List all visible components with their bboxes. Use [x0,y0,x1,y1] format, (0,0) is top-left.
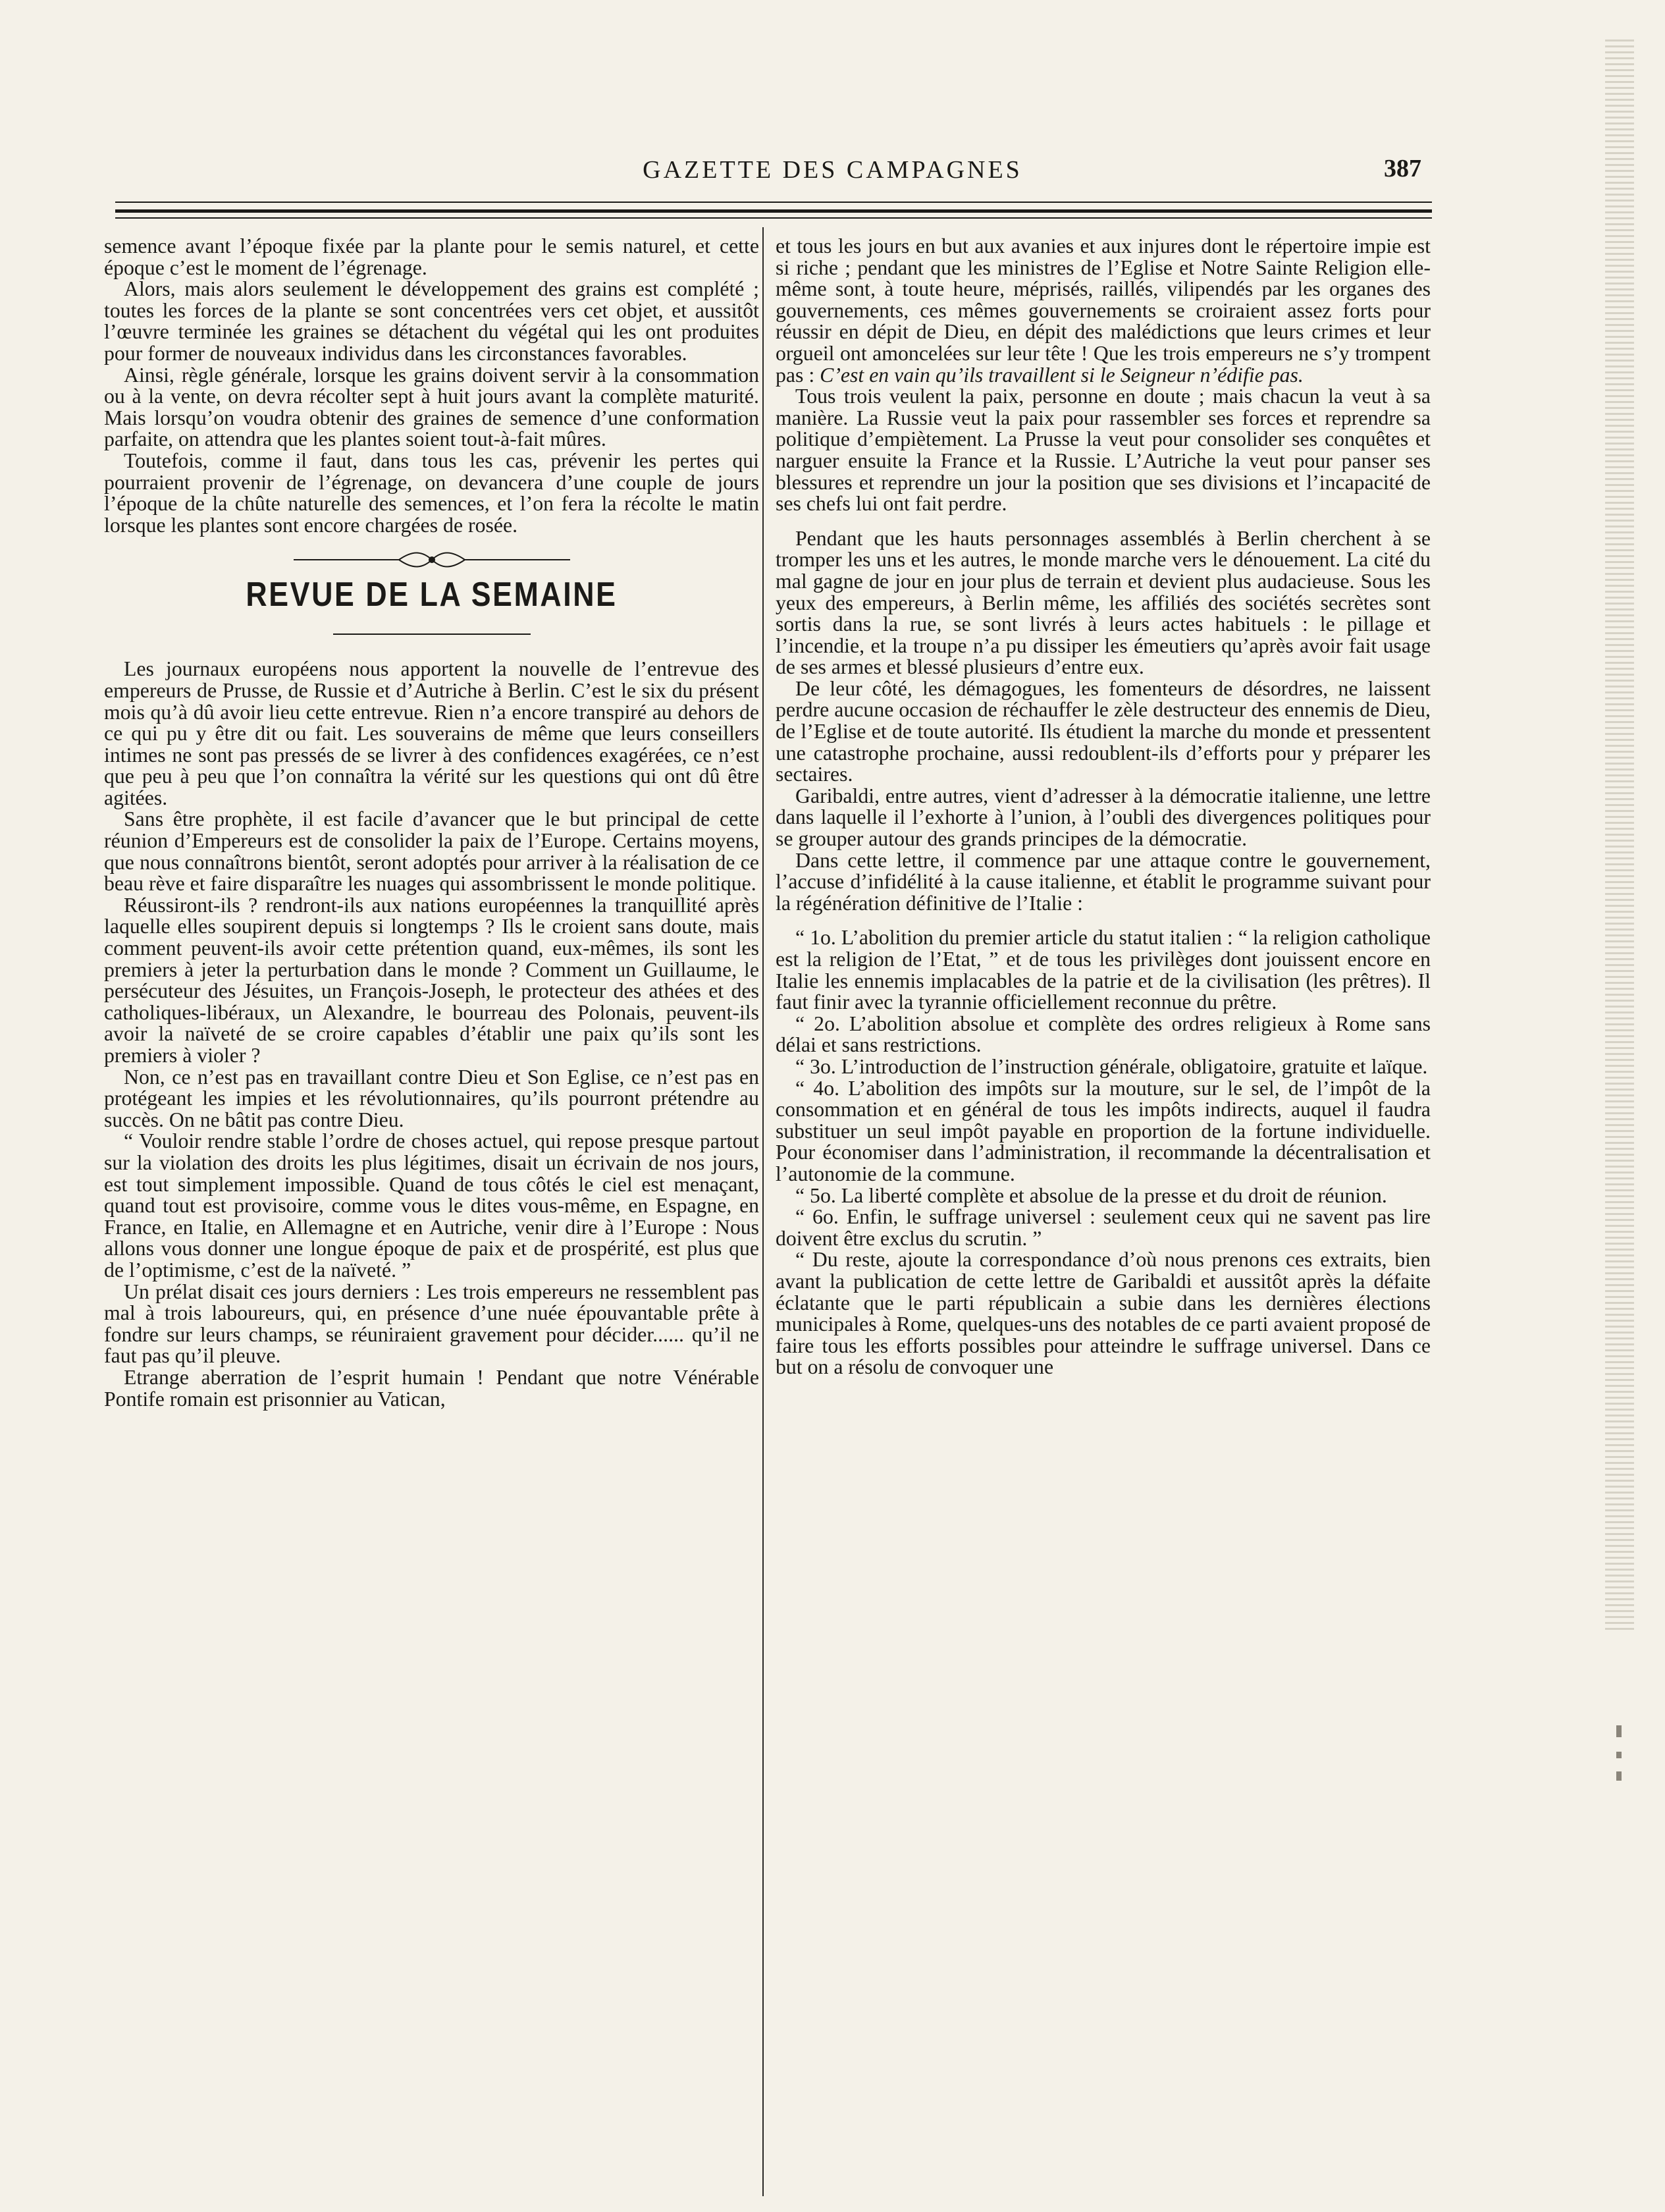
program-item: “ 4o. L’abolition des impôts sur la mouture, sur le sel, de l’impôt de la consommation et en général de tous les impôts indirects, auquel il faudra substituer un seul impôt payable en proportion de la fortune individuelle. Pour économiser dans l’administration, il recommande la décentralisation et l’autonomie de la commune. [776,1076,1431,1185]
article-paragraph: Un prélat disait ces jours derniers : Les trois empereurs ne ressemblent pas mal à trois laboureurs, qui, en présence d’une nuée épouvantable prête à fondre sur leurs champs, se réuniraient gravement pour décider...... qu’il ne faut pas qu’il pleuve. [104,1280,759,1368]
page-number: 387 [1384,155,1421,182]
column-divider [762,227,764,2196]
section-ornament [287,548,577,572]
article-paragraph: Non, ce n’est pas en travaillant contre Dieu et Son Eglise, ce n’est pas en protégeant les impies et les révolutionnaires, qu’ils pourront prétendre au succès. On ne bâtit pas contre Dieu. [104,1065,759,1131]
left-column [104,236,759,1410]
program-item: “ 2o. L’abolition absolue et complète des ordres religieux à Rome sans délai et sans restrictions. [776,1012,1431,1057]
header-rule [115,209,1432,213]
program-item: “ 5o. La liberté complète et absolue de la presse et du droit de réunion. [795,1183,1387,1207]
scan-mark [1616,1752,1622,1758]
article-paragraph: Pendant que les hauts personnages assemblés à Berlin cherchent à se tromper les uns et les autres, le monde marche vers le dénouement. La cité du mal gagne de jour en jour plus de terrain et devient plus audacieuse. Sous les yeux des empereurs, à Berlin même, les affiliés des sociétés secrètes sont sortis dans la rue, se sont livrés à leurs actes habituels : le pillage et l’incendie, et la troupe n’a pu dissiper les émeutiers qu’après avoir fait usage de ses armes et blessé plusieurs d’entre eux. [776,526,1431,679]
article-paragraph: Les journaux européens nous apportent la nouvelle de l’entrevue des empereurs de Prusse, de Russie et d’Autriche à Berlin. C’est le six du présent mois qu’à dû avoir lieu cette entrevue. Rien n’a encore transpiré au dehors de ce qui pu y être dit ou fait. Les souverains de même que leurs conseillers intimes ne sont pas pressés de se livrer à des confidences exagérées, ce n’est que peu à peu que l’on connaîtra la vérité sur les questions qui ont dû être agitées. [104,657,759,809]
scan-mark [1616,1771,1622,1781]
title-rule [333,634,531,635]
article-paragraph: Sans être prophète, il est facile d’avancer que le but principal de cette réunion d’Empereurs est de consolider la paix de l’Europe. Certains moyens, que nous connaîtrons bientôt, seront adoptés pour arriver à la réalisation de ce beau rève et faire disparaître les nuages qui assombrissent le monde politique. [104,807,759,896]
article-paragraph: Dans cette lettre, il commence par une attaque contre le gouvernement, l’accuse d’infidélité à la cause italienne, et établit le programme suivant pour la régénération définitive de l’Italie : [776,848,1431,915]
article-paragraph: semence avant l’époque fixée par la plante pour le semis naturel, et cette époque c’est le moment de l’égrenage. [104,234,759,279]
article-paragraph [776,236,1431,386]
biblical-quote: C’est en vain qu’ils travaillent si le Seigneur n’édifie pas. [820,363,1304,387]
program-item: “ 1o. L’abolition du premier article du statut italien : “ la religion catholique est la religion de l’Etat, ” et de tous les privilèges dont jouissent encore en Italie les ennemis implacables de la patrie et de la civilisation (les prêtres). Il faut finir avec la tyrannie officiellement reconnue du prêtre. [776,926,1431,1014]
paragraph-text: et tous les jours en but aux avanies et aux injures dont le répertoire impie est si riche ; pendant que les ministres de l’Eglise et Notre Sainte Religion elle-même sont, à toute heure, méprisés, raillés, vilipendés par les organes des gouvernements, ces mêmes gouvernements se croiraient assez forts pour réussir en dépit de Dieu, en dépit des malédictions que leurs crimes et leur orgueil ont amoncelées sur leur tête ! Que les trois empereurs ne s’y trompent pas : [776,234,1431,387]
article-paragraph: Garibaldi, entre autres, vient d’adresser à la démocratie italienne, une lettre dans laquelle il l’exhorte à l’union, à l’oubli des divergences politiques pour se grouper autour des grands principes de la démocratie. [776,784,1431,851]
running-header: GAZETTE DES CAMPAGNES [643,156,1022,184]
article-paragraph: “ Du reste, ajoute la correspondance d’où nous prenons ces extraits, bien avant la publication de cette lettre de Garibaldi et aussitôt après la défaite éclatante que le parti républicain a subie dans les dernières élections municipales à Rome, quelques-uns des notables de ce parti avaient proposé de faire tous les efforts possibles pour atteindre le suffrage universel. Dans ce but on a résolu de convoquer une [776,1248,1431,1379]
article-paragraph: “ Vouloir rendre stable l’ordre de choses actuel, qui repose presque partout sur la violation des droits les plus légitimes, disait un écrivain de nos jours, est tout simplement impossible. Quand de tous côtés le ciel est menaçant, quand tout est provisoire, comme vous le dites vous-même, en Espagne, en France, en Italie, en Allemagne et en Autriche, venir dire à l’Europe : Nous allons vous donner une longue époque de paix et de prospérité, est plus que de l’optimisme, c’est de la naïveté. ” [104,1129,759,1281]
header-rule [115,202,1432,203]
section-title: REVUE DE LA SEMAINE [246,576,618,614]
article-paragraph: Alors, mais alors seulement le développement des grains est complété ; toutes les forces de la plante se sont concentrées vers cet objet, et aussitôt l’œuvre terminée les graines se détachent du végétal qui les ont produites pour former de nouveaux individus dans les circonstances favorables. [104,277,759,365]
article-paragraph: Toutefois, comme il faut, dans tous les cas, prévenir les pertes qui pourraient provenir de l’égrenage, on devancera d’une couple de jours l’époque de la chûte naturelle des semences, et l’on fera la récolte le matin lorsque les plantes sont encore chargées de rosée. [104,448,759,537]
program-item: “ 3o. L’introduction de l’instruction générale, obligatoire, gratuite et laïque. [795,1054,1428,1078]
header-rule [115,217,1432,219]
scan-mark [1616,1725,1622,1737]
right-column [776,236,1431,1378]
program-item: “ 6o. Enfin, le suffrage universel : seulement ceux qui ne savent pas lire doivent être exclus du scrutin. ” [776,1205,1431,1250]
scan-margin-strip [1605,40,1634,1633]
article-paragraph: Tous trois veulent la paix, personne en doute ; mais chacun la veut à sa manière. La Russie veut la paix pour rassembler ses forces et reprendre sa politique d’empiètement. La Prusse la veut pour consolider ses conquêtes et narguer ensuite la France et la Russie. L’Autriche la veut pour panser ses blessures et reprendre un jour la position que ses divisions et l’incapacité de ses chefs lui ont fait perdre. [776,385,1431,516]
article-paragraph: De leur côté, les démagogues, les fomenteurs de désordres, ne laissent perdre aucune occasion de réchauffer le zèle destructeur des ennemis de Dieu, de l’Eglise et de toute autorité. Ils étudient la marche du monde et pressentent une catastrophe prochaine, aussi redoublent-ils d’efforts pour y préparer les sectaires. [776,676,1431,786]
article-paragraph: Réussiront-ils ? rendront-ils aux nations européennes la tranquillité après laquelle elles soupirent depuis si longtemps ? Ils le croient sans doute, mais comment peuvent-ils avoir cette prétention quand, eux-mêmes, ils sont les premiers à jeter la perturbation dans le monde ? Comment un Guillaume, le persécuteur des Jésuites, un François-Joseph, le protecteur des athées et des catholiques-libéraux, un Alexandre, le bourreau des Polonais, peuvent-ils avoir la naïveté de se croire capables d’établir une paix qu’ils sont les premiers à violer ? [104,893,759,1067]
article-paragraph: Ainsi, règle générale, lorsque les grains doivent servir à la consommation ou à la vente, on devra récolter sept à huit jours avant la complète maturité. Mais lorsqu’on voudra obtenir des graines de semence d’une conformation parfaite, on attendra que les plantes soient tout-à-fait mûres. [104,363,759,451]
article-paragraph: Etrange aberration de l’esprit humain ! Pendant que notre Vénérable Pontife romain est prisonnier au Vatican, [104,1365,759,1411]
